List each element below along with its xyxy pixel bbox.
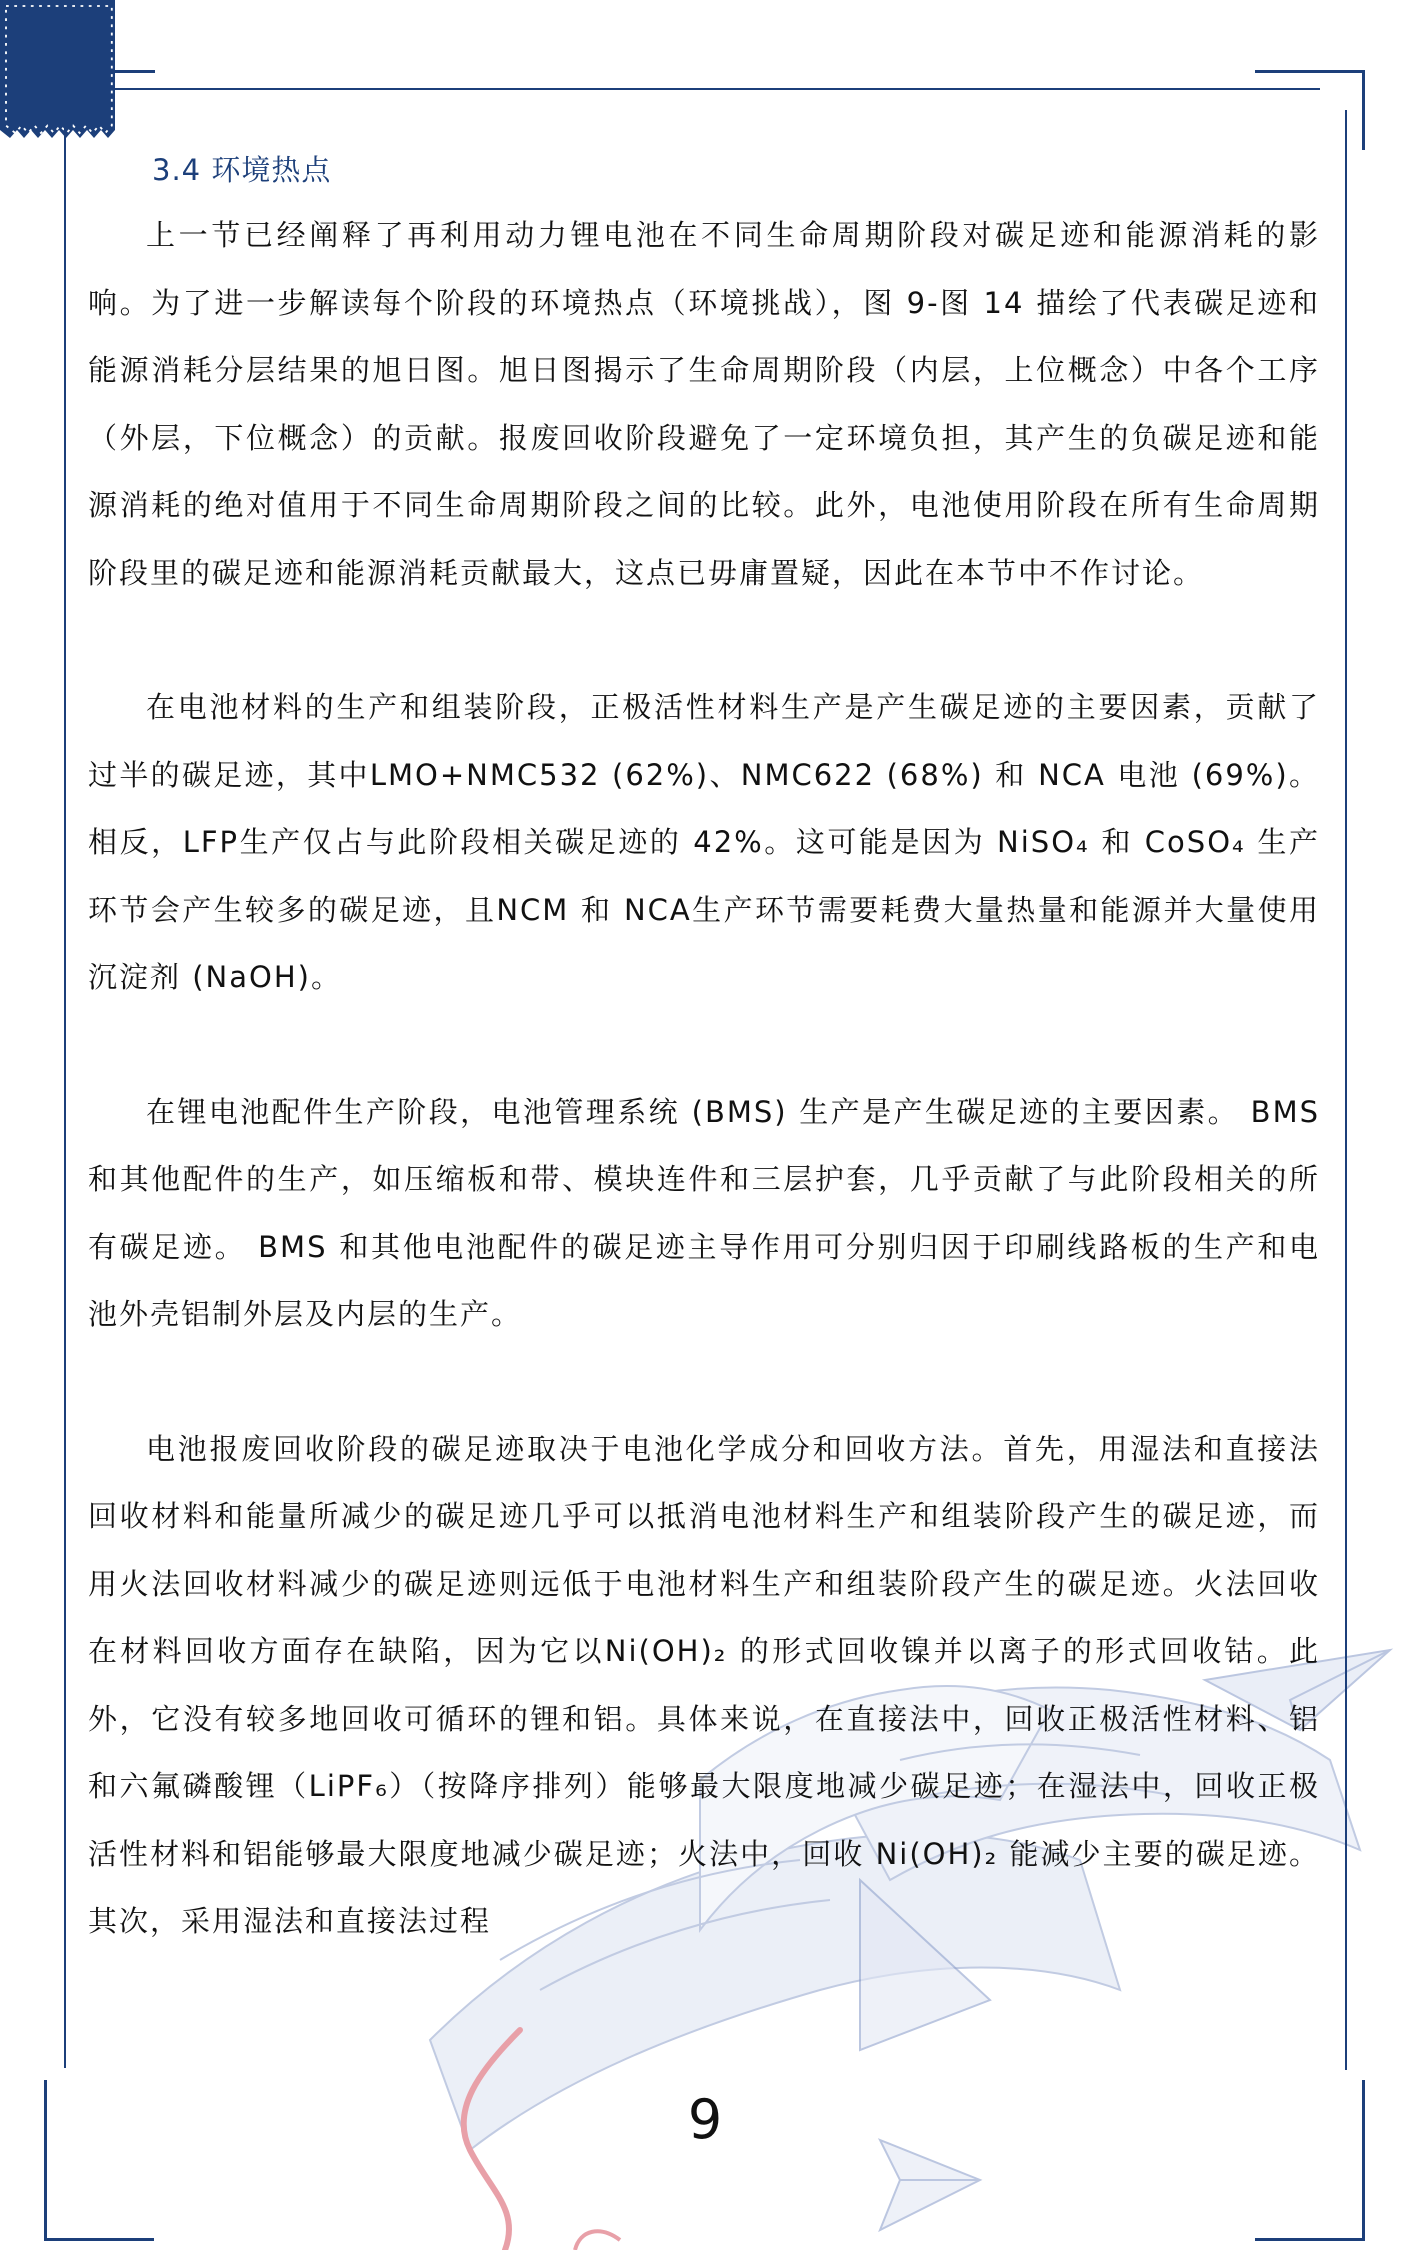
frame-top-line (115, 88, 1320, 90)
corner-banner-icon (0, 0, 115, 138)
ribbon-tail-icon (575, 2231, 620, 2250)
section-title: 3.4 环境热点 (152, 153, 332, 187)
frame-left-line (64, 88, 66, 2068)
frame-bottom-left-horizontal (44, 2238, 154, 2241)
article-body (88, 150, 1320, 1956)
frame-right-corner-vertical (1362, 70, 1365, 150)
frame-right-line (1345, 110, 1347, 2070)
frame-bottom-right-horizontal (1255, 2238, 1365, 2241)
paragraph: 上一节已经阐释了再利用动力锂电池在不同生命周期阶段对碳足迹和能源消耗的影响。为了进一步解读每个阶段的环境热点（环境挑战），图 9-图 14 描绘了代表碳足迹和能源消耗分层结果的旭日图。旭日图揭示了生命周期阶段（内层，上位概念）中各个工序（外层，下位概念）的贡献。报废回收阶段避免了一定环境负担，其产生的负碳足迹和能源消耗的绝对值用于不同生命周期阶段之间的比较。此外，电池使用阶段在所有生命周期阶段里的碳足迹和能源消耗贡献最大，这点已毋庸置疑，因此在本节中不作讨论。 (88, 218, 1320, 590)
frame-top-right-corner (1255, 70, 1365, 73)
paragraph: 在电池材料的生产和组装阶段，正极活性材料生产是产生碳足迹的主要因素，贡献了过半的碳足迹，其中LMO+NMC532 (62%)、NMC622 (68%) 和 NCA 电池 (69%)。相反，LFP生产仅占与此阶段相关碳足迹的 42%。这可能是因为 NiSO₄ 和 CoSO₄ 生产环节会产生较多的碳足迹，且NCM 和 NCA生产环节需要耗费大量热量和能源并大量使用沉淀剂 (NaOH)。 (88, 690, 1320, 994)
paragraph-gap (88, 1012, 1320, 1079)
paragraph-gap (88, 607, 1320, 674)
paragraph: 电池报废回收阶段的碳足迹取决于电池化学成分和回收方法。首先，用湿法和直接法回收材料和能量所减少的碳足迹几乎可以抵消电池材料生产和组装阶段产生的碳足迹，而用火法回收材料减少的碳足迹则远低于电池材料生产和组装阶段产生的碳足迹。火法回收在材料回收方面存在缺陷，因为它以Ni(OH)₂ 的形式回收镍并以离子的形式回收钴。此外，它没有较多地回收可循环的锂和铝。具体来说，在直接法中，回收正极活性材料、铝和六氟磷酸锂（LiPF₆）（按降序排列）能够最大限度地减少碳足迹；在湿法中，回收正极活性材料和铝能够最大限度地减少碳足迹；火法中，回收 Ni(OH)₂ 能减少主要的碳足迹。其次，采用湿法和直接法过程 (88, 1431, 1320, 1938)
frame-top-left-line (115, 70, 155, 73)
page-number: 9 (687, 2088, 723, 2151)
paragraph-gap (88, 1349, 1320, 1416)
paragraph: 在锂电池配件生产阶段，电池管理系统 (BMS) 生产是产生碳足迹的主要因素。 BMS 和其他配件的生产，如压缩板和带、模块连件和三层护套，几乎贡献了与此阶段相关的所有碳足迹。 BMS 和其他电池配件的碳足迹主导作用可分别归因于印刷线路板的生产和电池外壳铝制外层及内层的生产。 (88, 1094, 1320, 1331)
